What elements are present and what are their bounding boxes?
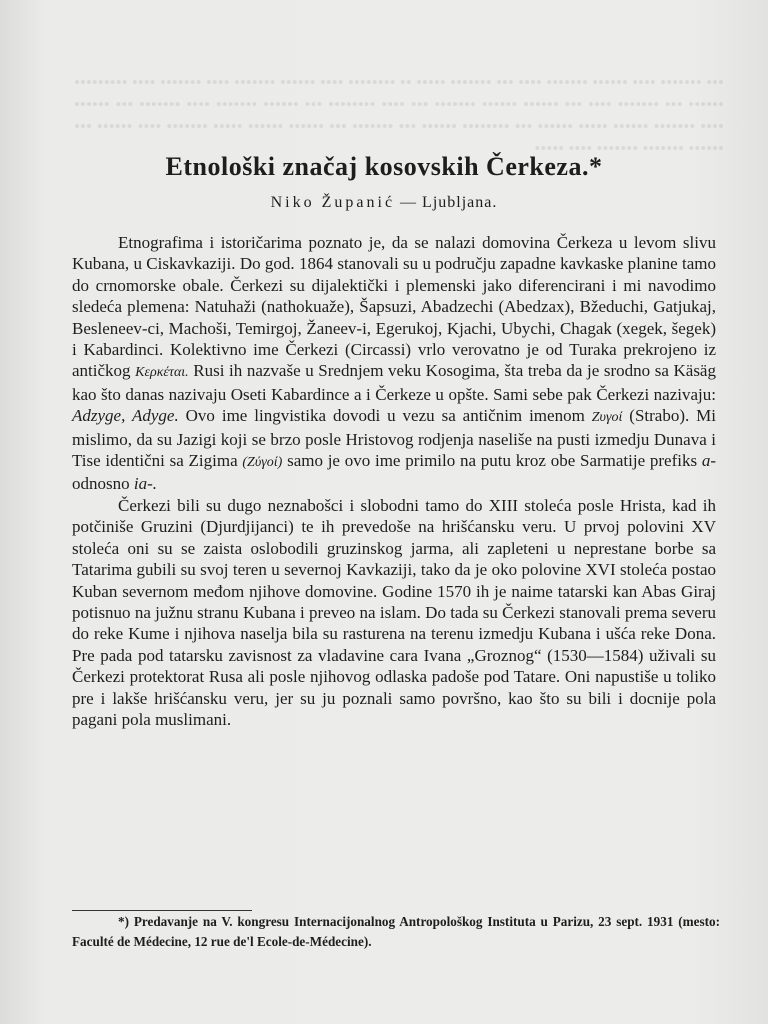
author-line [60,194,708,212]
author-name: Niko Županić [270,194,396,211]
paragraph-1-text-d: (Strabo). Mi mislimo, da su Jazigi koji se brzo posle Hristovog rodjenja naseliše na pusti izmedju Dunava i Tise identični sa Zigima [72,406,717,471]
greek-term-kerketai: Κερκέται. [135,365,189,381]
article-body [72,232,716,730]
paragraph-1-text-e: samo je ovo ime primilo na putu kroz obe Sarmatije prefiks [282,451,702,471]
paragraph-1 [72,232,716,495]
italic-term-adyge: Adzyge, Adyge. [72,406,179,426]
greek-term-zygoi: Ζυγοί [591,410,623,426]
author-place: Ljubljana. [422,194,498,211]
article-title: Etnološki značaj kosovskih Čerkeza.* [165,152,603,181]
paragraph-1-text-f: odnosno [72,474,134,494]
show-through-text: ••• ••••••• •••• •••••• ••••••• •••• ••• ••••••• ••••• •• •••••••• •••• •••••• ••••••• •••• ••••••• •••• ••••••••• •••••• ••• ••••••• •••• ••• •••••• •••••• ••••••• ••• •••• •••••••• ••• •••••• ••••••• •••• ••••••• ••• •••••• •••• ••••••• •••••• ••••• •••••• ••• •••••••• •••••• ••• ••••••• ••• •••••• •••••• ••••• ••••••• •••• •••••• ••• •••••• ••••••• ••••••• •••• ••••• [74,73,724,158]
italic-prefix-ia: ia-. [133,474,158,494]
greek-term-zygoi-paren: (Ζύγοί) [242,455,283,471]
paragraph-1-text-c: Ovo ime lingvistika dovodi u vezu sa antičnim imenom [178,406,592,426]
paragraph-2: Čerkezi bili su dugo neznabošci i slobodni tamo do XIII stoleća posle Hrista, kad ih potčiniše Gruzini (Djurdjijanci) te ih prevedoše na hrišćansku veru. U prvoj polovini XV stoleća oni su se zaista oslobodili gruzinskog jarma, ali zapleteni u neprestane borbe sa Tatarima gubili su svoj teren u severnoj Kavkaziji, tako da je oko polovine XVI stoleća postao Kuban severnom međom njihove domovine. Godine 1570 ih je naime tatarski kan Abas Giraj potisnuo na južnu stranu Kubana i preveo na islam. Do tada su Čerkezi stanovali prema severu do reke Kume i njihova naselja bila su rasturena na terenu izmedju Kubana i ušća reke Dona. Pre pada pod tatarsku zavisnost za vladavine cara Ivana „Groznog“ (1530—1584) uživali su Čerkezi protektorat Rusa ali posle njihovog odlaska padoše pod Tatare. Oni napustiše u toliko pre i lakše hrišćansku veru, jer su ju poznali samo površno, kao što su bili i docnije pola pagani pola muslimani. [72,495,716,729]
paragraph-1-text-a: Etnografima i istoričarima poznato je, da se nalazi domovina Čerkeza u levom slivu Kubana, u Ciskavkaziji. Do god. 1864 stanovali su u području zapadne kavkaske planine tamo do crnomorske obale. Čerkezi su dijalektički i plemenski jako diferencirani i mi navodimo sledeća plemena: Natuhaži (nathokuaže), Šapsuzi, Abadzechi (Abedzax), Bžeduchi, Gatjukaj, Besleneev-ci, Machoši, Temirgoj, Žaneev-i, Egerukoj, Kjachi, Ubychi, Chagak (xegek, šegek) i Kabardinci. Kolektivno ime Čerkezi (Circassi) vrlo verovatno je od Turaka prekrojeno iz antičkog [72,233,716,381]
footnote: *) Predavanje na V. kongresu Internacijonalnog Antropološkog Instituta u Parizu, 23 sept. 1931 (mesto: Faculté de Médecine, 12 rue de'l Ecole-de-Médecine). [72,914,720,949]
footnote-rule [72,910,252,911]
author-separator: — [395,194,423,211]
paragraph-1-text-b: Rusi ih nazvaše u Srednjem veku Kosogima, šta treba da je srodno sa Käsäg kao što danas nazivaju Oseti Kabardince a i Čerkeze u opšte. Sami sebe pak Čerkezi nazivaju: [72,361,716,404]
italic-prefix-a: a- [701,451,716,471]
